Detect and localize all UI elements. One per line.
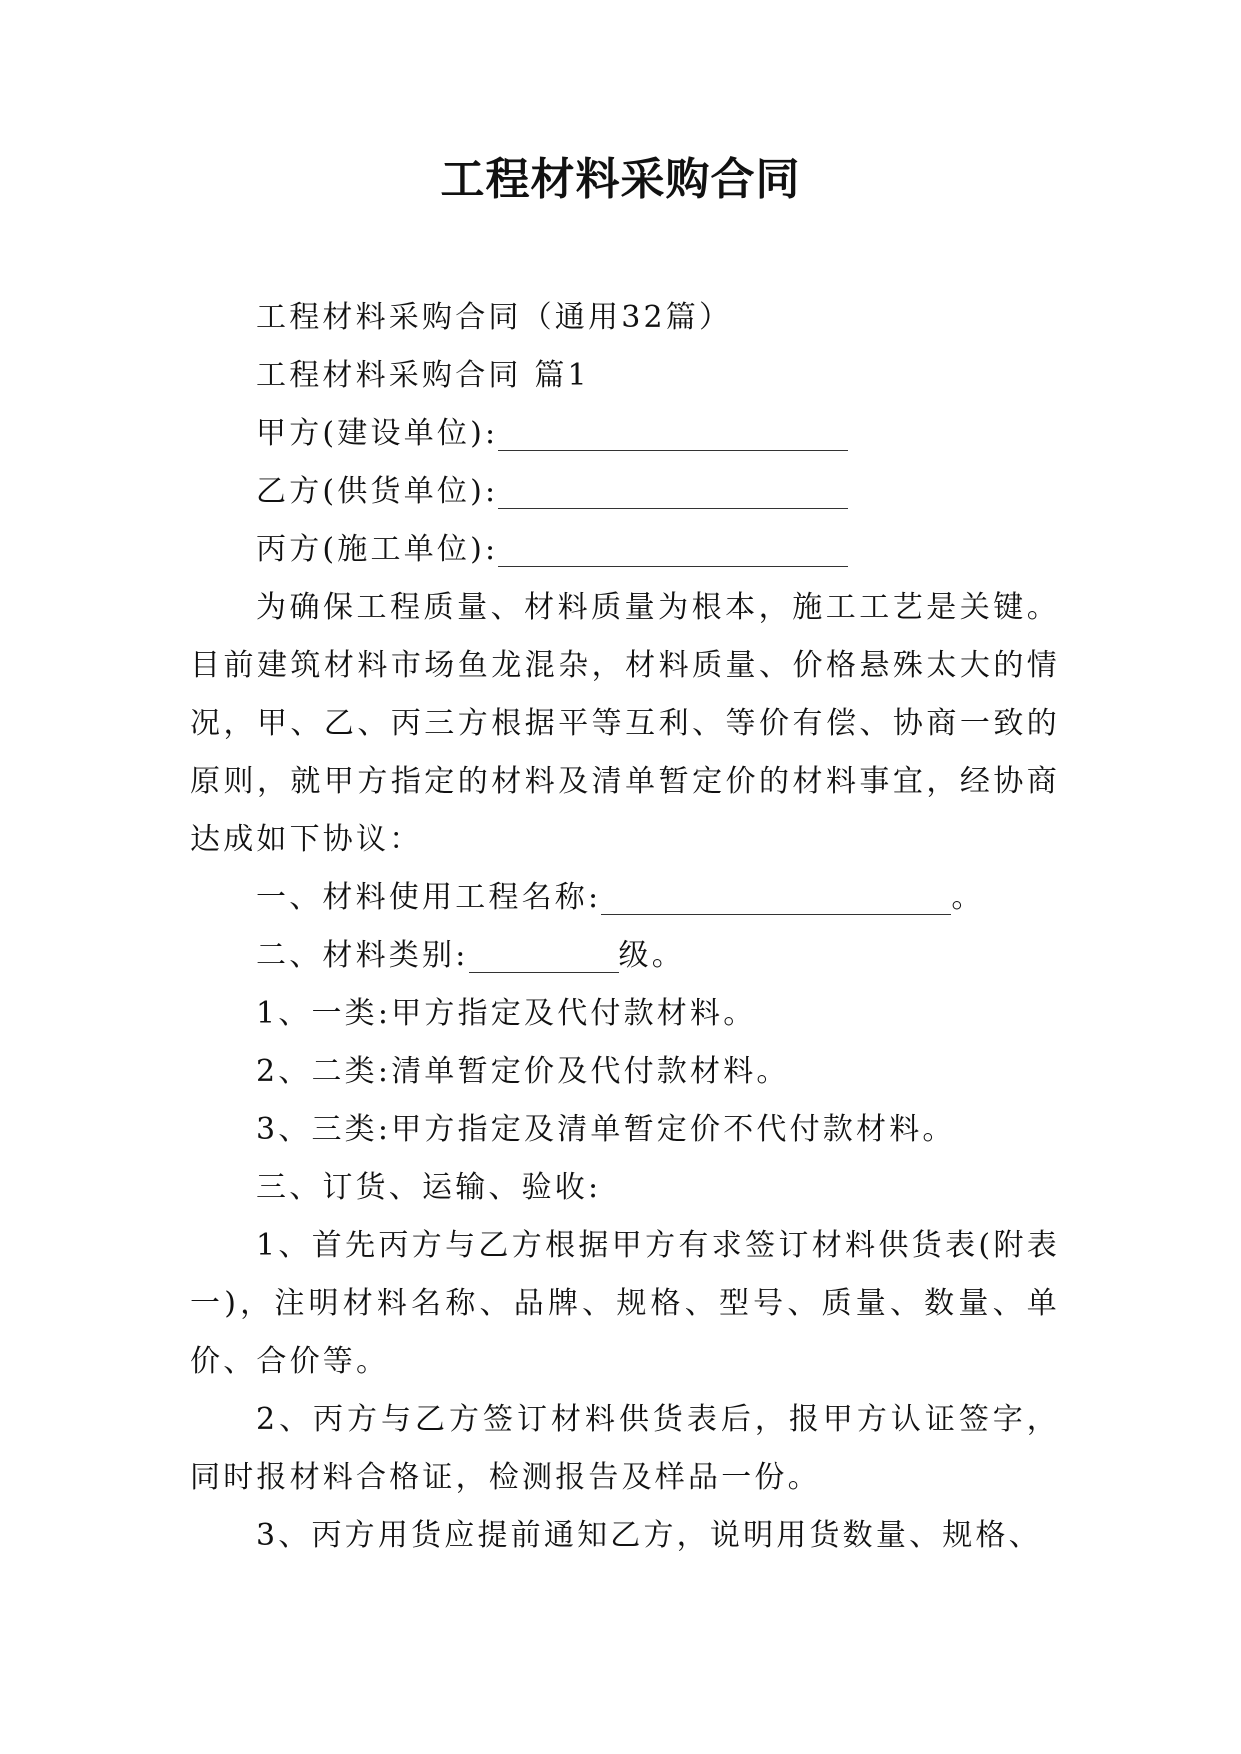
paragraph <box>190 1217 1060 1391</box>
fill-in-blank <box>601 884 951 915</box>
paragraph-text: 甲方(建设单位): <box>256 416 499 451</box>
paragraph <box>190 869 1060 927</box>
paragraph <box>190 927 1060 985</box>
paragraph-text: 工程材料采购合同（通用32篇） <box>256 300 733 335</box>
fill-in-blank <box>498 420 848 451</box>
paragraph-text: 2、二类:清单暂定价及代付款材料。 <box>256 1054 790 1089</box>
fill-in-blank <box>469 942 619 973</box>
paragraph <box>190 1507 1060 1565</box>
paragraph <box>190 463 1060 521</box>
fill-in-blank <box>498 536 848 567</box>
paragraph <box>190 289 1060 347</box>
paragraph-text: 工程材料采购合同 篇1 <box>256 358 590 393</box>
fill-in-blank <box>498 478 848 509</box>
paragraph <box>190 405 1060 463</box>
document-title: 工程材料采购合同 <box>440 154 801 205</box>
paragraph-text: 一、材料使用工程名称: <box>256 880 602 915</box>
paragraph <box>190 1159 1060 1217</box>
document-body <box>190 289 1060 1565</box>
paragraph-text: 丙方(施工单位): <box>256 532 499 567</box>
paragraph-suffix: 。 <box>951 880 985 915</box>
paragraph <box>190 579 1060 869</box>
paragraph-text: 1、一类:甲方指定及代付款材料。 <box>256 996 757 1031</box>
paragraph-text: 2、丙方与乙方签订材料供货表后，报甲方认证签字，同时报材料合格证，检测报告及样品一份。 <box>190 1402 1060 1495</box>
paragraph-text: 3、丙方用货应提前通知乙方，说明用货数量、规格、 <box>256 1518 1042 1553</box>
paragraph <box>190 1043 1060 1101</box>
paragraph <box>190 347 1060 405</box>
paragraph <box>190 1101 1060 1159</box>
paragraph-text: 乙方(供货单位): <box>256 474 499 509</box>
paragraph-text: 二、材料类别: <box>256 938 469 973</box>
paragraph <box>190 985 1060 1043</box>
paragraph-text: 1、首先丙方与乙方根据甲方有求签订材料供货表(附表一)，注明材料名称、品牌、规格、型号、质量、数量、单价、合价等。 <box>190 1228 1060 1379</box>
paragraph <box>190 521 1060 579</box>
paragraph <box>190 1391 1060 1507</box>
paragraph-text: 3、三类:甲方指定及清单暂定价不代付款材料。 <box>256 1112 956 1147</box>
paragraph-text: 为确保工程质量、材料质量为根本，施工工艺是关键。目前建筑材料市场鱼龙混杂，材料质量、价格悬殊太大的情况，甲、乙、丙三方根据平等互利、等价有偿、协商一致的原则，就甲方指定的材料及清单暂定价的材料事宜，经协商达成如下协议： <box>190 590 1060 857</box>
paragraph-suffix: 级。 <box>618 938 685 973</box>
paragraph-text: 三、订货、运输、验收: <box>256 1170 602 1205</box>
